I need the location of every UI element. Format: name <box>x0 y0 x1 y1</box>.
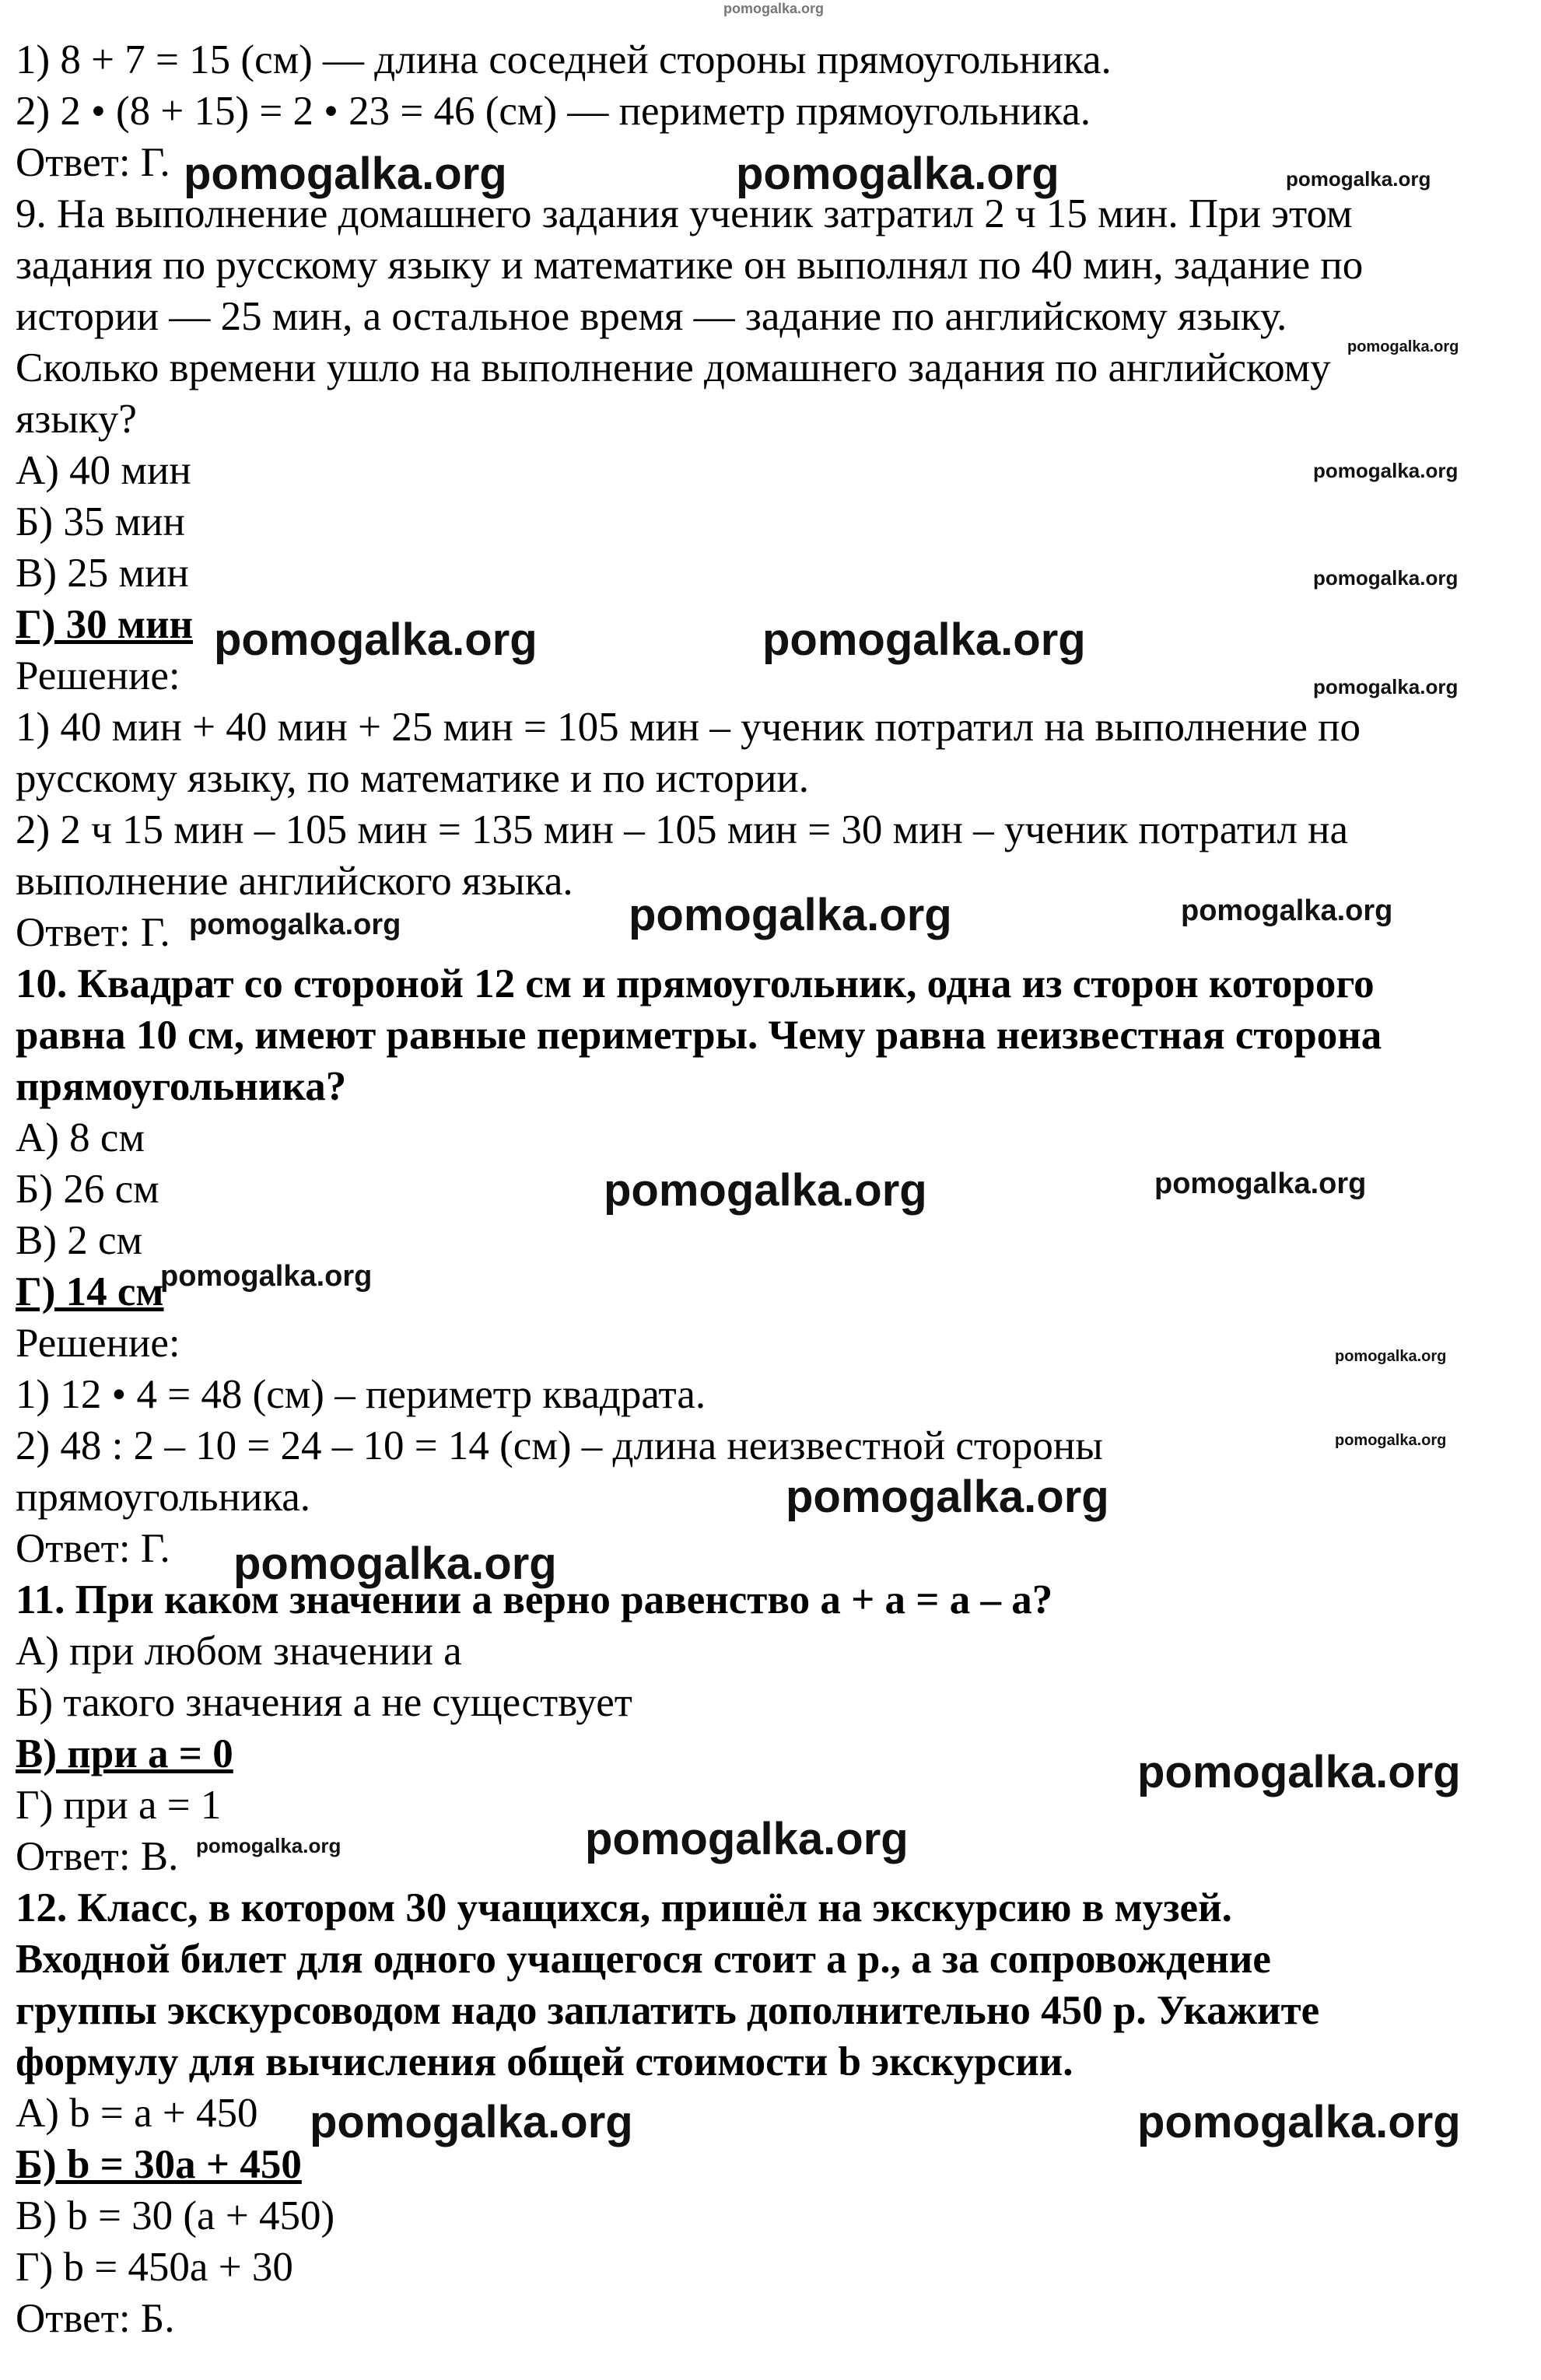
watermark: pomogalka.org <box>1313 675 1459 698</box>
question-12-text: Входной билет для одного учащегося стоит а р., а за сопровождение <box>16 1937 1271 1982</box>
solution-line: выполнение английского языка. <box>16 859 573 904</box>
watermark: pomogalka.org <box>1181 894 1393 927</box>
solution-heading: Решение: <box>16 653 180 698</box>
option-d-correct: Г) 14 см <box>16 1269 164 1314</box>
solution-line: 2) 2 ч 15 мин – 105 мин = 135 мин – 105 мин = 30 мин – ученик потратил на <box>16 807 1349 852</box>
option-d: Г) при а = 1 <box>16 1783 222 1828</box>
watermark: pomogalka.org <box>196 1834 341 1857</box>
watermark: pomogalka.org <box>786 1472 1109 1522</box>
watermark: pomogalka.org <box>1137 2097 1461 2147</box>
question-10-text: прямоугольника? <box>16 1064 347 1109</box>
watermark: pomogalka.org <box>1286 167 1431 191</box>
watermark: pomogalka.org <box>233 1538 557 1589</box>
option-d: Г) b = 450a + 30 <box>16 2245 293 2290</box>
watermark: pomogalka.org <box>1313 566 1459 590</box>
option-c: В) b = 30 (a + 450) <box>16 2193 335 2238</box>
watermark: pomogalka.org <box>736 149 1059 199</box>
question-9-text: Сколько времени ушло на выполнение домашнего задания по английскому <box>16 345 1331 390</box>
watermark: pomogalka.org <box>189 908 401 941</box>
option-b: Б) такого значения а не существует <box>16 1680 632 1725</box>
watermark: pomogalka.org <box>1313 459 1459 482</box>
answer-line: Ответ: Г. <box>16 140 170 185</box>
option-a: А) 40 мин <box>16 448 191 493</box>
top-watermark: pomogalka.org <box>723 1 825 16</box>
solution-line: 1) 8 + 7 = 15 (см) — длина соседней стороны прямоугольника. <box>16 37 1112 82</box>
question-9-text: истории — 25 мин, а остальное время — задание по английскому языку. <box>16 294 1287 339</box>
solution-line: 2) 48 : 2 – 10 = 24 – 10 = 14 (см) – длина неизвестной стороны <box>16 1423 1103 1468</box>
question-10-text: 10. Квадрат со стороной 12 см и прямоугольник, одна из сторон которого <box>16 961 1375 1006</box>
watermark: pomogalka.org <box>214 614 538 665</box>
watermark: pomogalka.org <box>184 149 507 199</box>
option-a: А) b = a + 450 <box>16 2091 258 2136</box>
answer-line: Ответ: Г. <box>16 910 170 955</box>
watermark: pomogalka.org <box>604 1165 927 1216</box>
question-9-text: 9. На выполнение домашнего задания ученик затратил 2 ч 15 мин. При этом <box>16 191 1353 236</box>
solution-heading: Решение: <box>16 1321 180 1366</box>
solution-line: прямоугольника. <box>16 1475 311 1520</box>
watermark: pomogalka.org <box>1154 1167 1367 1200</box>
watermark: pomogalka.org <box>629 890 952 940</box>
watermark: pomogalka.org <box>310 2097 633 2147</box>
solution-line: 2) 2 • (8 + 15) = 2 • 23 = 46 (см) — периметр прямоугольника. <box>16 89 1091 134</box>
question-9-text: языку? <box>16 397 137 442</box>
solution-line: 1) 40 мин + 40 мин + 25 мин = 105 мин – ученик потратил на выполнение по <box>16 705 1361 750</box>
option-c: В) 2 см <box>16 1218 143 1263</box>
question-10-text: равна 10 см, имеют равные периметры. Чему равна неизвестная сторона <box>16 1013 1382 1058</box>
watermark: pomogalka.org <box>160 1260 373 1293</box>
option-d-correct: Г) 30 мин <box>16 602 194 647</box>
watermark: pomogalka.org <box>762 614 1086 665</box>
option-c-correct: В) при а = 0 <box>16 1731 233 1776</box>
question-12-text: 12. Класс, в котором 30 учащихся, пришёл на экскурсию в музей. <box>16 1885 1232 1930</box>
watermark: pomogalka.org <box>1335 1348 1447 1365</box>
watermark: pomogalka.org <box>1137 1747 1461 1797</box>
solution-line: 1) 12 • 4 = 48 (см) – периметр квадрата. <box>16 1372 706 1417</box>
option-c: В) 25 мин <box>16 551 189 596</box>
solution-line: русскому языку, по математике и по истории. <box>16 756 810 801</box>
question-9-text: задания по русскому языку и математике он выполнял по 40 мин, задание по <box>16 243 1364 288</box>
question-11-text: 11. При каком значении а верно равенство а + а = а – а? <box>16 1577 1053 1622</box>
question-12-text: группы экскурсоводом надо заплатить дополнительно 450 р. Укажите <box>16 1988 1320 2033</box>
option-b: Б) 26 см <box>16 1167 159 1212</box>
question-12-text: формулу для вычисления общей стоимости b экскурсии. <box>16 2039 1073 2084</box>
watermark: pomogalka.org <box>585 1814 909 1864</box>
option-a: А) 8 см <box>16 1115 145 1160</box>
watermark: pomogalka.org <box>1335 1432 1447 1449</box>
option-b-correct: Б) b = 30a + 450 <box>16 2142 302 2187</box>
answer-line: Ответ: В. <box>16 1834 179 1879</box>
answer-line: Ответ: Б. <box>16 2296 175 2341</box>
option-a: А) при любом значении а <box>16 1629 462 1674</box>
option-b: Б) 35 мин <box>16 499 185 544</box>
watermark: pomogalka.org <box>1347 338 1459 355</box>
answer-line: Ответ: Г. <box>16 1526 170 1571</box>
